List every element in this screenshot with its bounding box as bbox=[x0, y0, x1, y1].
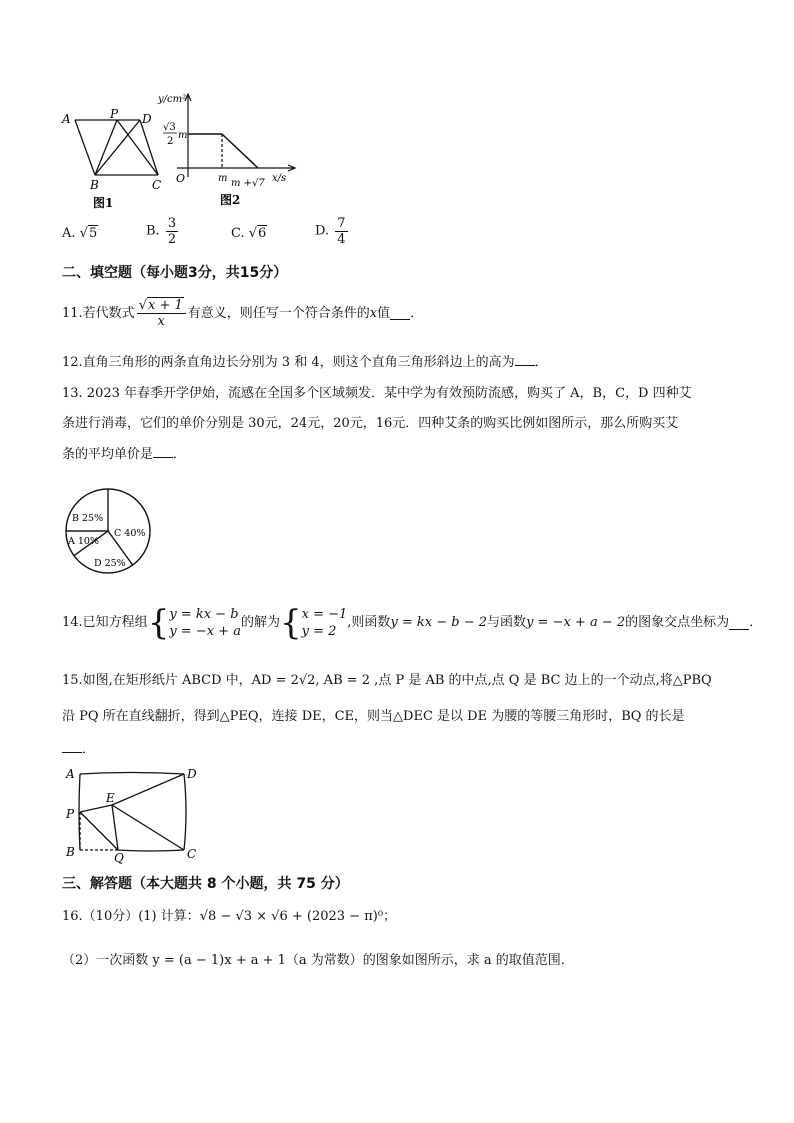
q10-option-b-label: B. bbox=[146, 223, 160, 239]
fig15-label-A: A bbox=[66, 767, 75, 781]
figure-2-graph bbox=[155, 88, 305, 210]
pie-chart bbox=[64, 481, 154, 581]
fig1-caption: 图1 bbox=[93, 196, 114, 210]
q10-option-a-label: A. bbox=[62, 226, 76, 241]
q10-option-d-num: 7 bbox=[337, 216, 346, 231]
fig1-label-D: D bbox=[142, 112, 152, 126]
q11-suffix: 有意义，则任写一个符合条件的 bbox=[187, 305, 370, 321]
fig2-origin: O bbox=[176, 172, 186, 185]
q14-prefix: 14.已知方程组 bbox=[62, 615, 148, 630]
q15-line-1: 15.如图,在矩形纸片 ABCD 中，AD = 2√2, AB = 2 ,点 P 是 AB 的中点,点 Q 是 BC 边上的一个动点,将△PBQ bbox=[62, 673, 712, 688]
q13-line-3-text: 条的平均单价是 bbox=[62, 447, 154, 462]
q13-line-3: 条的平均单价是 ． bbox=[62, 447, 187, 462]
fig15-label-Q: Q bbox=[114, 851, 124, 864]
q13-line-2: 条进行消毒，它们的单价分别是 30元，24元，20元，16元．四种艾条的购买比例如图所示，那么所购买艾 bbox=[62, 416, 679, 431]
pie-slice-c bbox=[108, 489, 150, 565]
fig2-y-tick-m: m bbox=[178, 130, 188, 141]
q14-function-1: y = kx − b − 2 bbox=[390, 615, 488, 630]
section-3-title: 三、解答题（本大题共 8 个小题，共 75 分） bbox=[62, 876, 349, 892]
q10-option-a-value: 5 bbox=[88, 226, 98, 241]
q14-mid2: ,则函数 bbox=[347, 615, 391, 630]
q10-option-c-label: C. bbox=[231, 226, 245, 241]
fig2-y-tick-den: 2 bbox=[167, 136, 174, 147]
q11-answer-blank bbox=[390, 307, 410, 320]
q11-prefix: 11.若代数式 bbox=[62, 305, 135, 321]
fig1-label-B: B bbox=[90, 178, 99, 192]
q14-sol1: x = −1 bbox=[301, 607, 348, 622]
fig2-caption: 图2 bbox=[220, 193, 241, 207]
q15-answer-blank bbox=[62, 740, 82, 753]
question-11: 11.若代数式 $\frac{√x + 1}{x}$ 有意义，则任写一个符合条件的 x 值 ． bbox=[62, 298, 424, 329]
q14-mid: 的解为 bbox=[240, 615, 280, 630]
q12-text: 12.直角三角形的两条直角边长分别为 3 和 4，则这个直角三角形斜边上的高为 bbox=[62, 355, 515, 370]
q16-part-1: 16.（10分）(1) 计算：√8 − √3 × √6 + (2023 − π)⁰； bbox=[62, 909, 397, 924]
q11-suffix2: 值 bbox=[377, 305, 391, 321]
q10-option-c-value: 6 bbox=[258, 226, 267, 241]
q14-function-2: y = −x + a − 2 bbox=[526, 615, 626, 630]
q11-denominator: x bbox=[157, 314, 165, 329]
pie-label-d: D 25% bbox=[94, 558, 126, 569]
q13-answer-blank bbox=[153, 445, 173, 458]
q10-option-d-den: 4 bbox=[337, 232, 346, 247]
q10-option-b-num: 3 bbox=[167, 216, 177, 231]
figure-rectangle-abcd bbox=[60, 762, 210, 864]
question-14: 14.已知方程组 { y = kx − b y = −x + a 的解为 { x = −1 y = 2 ,则函数 y = kx − b − 2 与函数 y = −x + a − 2 的图象交点坐标为 ． bbox=[62, 603, 763, 643]
q14-suffix: 的图象交点坐标为 bbox=[625, 615, 730, 630]
q14-mid3: 与函数 bbox=[487, 615, 527, 630]
fig15-label-C: C bbox=[187, 847, 197, 861]
q10-option-d bbox=[315, 216, 350, 247]
pie-label-a: A 10% bbox=[68, 536, 99, 547]
fig1-label-P: P bbox=[110, 107, 119, 121]
fig15-label-D: D bbox=[187, 767, 197, 781]
q10-option-a: A. √5 bbox=[62, 226, 98, 241]
q12-answer-blank bbox=[515, 353, 535, 366]
q10-option-b bbox=[146, 216, 180, 247]
q15-line-2: 沿 PQ 所在直线翻折，得到△PEQ，连接 DE，CE，则当△DEC 是以 DE 为腰的等腰三角形时，BQ 的长是 bbox=[62, 709, 685, 724]
section-2-title: 二、填空题（每小题3分，共15分） bbox=[62, 265, 288, 281]
fig15-label-P: P bbox=[66, 807, 75, 821]
q11-variable: x bbox=[369, 305, 378, 321]
fig1-label-C: C bbox=[152, 178, 162, 192]
fig1-label-A: A bbox=[62, 112, 71, 126]
q13-line-1: 13. 2023 年春季开学伊始，流感在全国多个区域频发．某中学为有效预防流感，购买了 A，B，C，D 四种艾 bbox=[62, 386, 692, 401]
fig2-y-tick-num: √3 bbox=[163, 122, 176, 133]
fig15-label-E: E bbox=[106, 791, 115, 805]
q14-eq1: y = kx − b bbox=[169, 607, 239, 622]
q10-option-c: C. √6 bbox=[231, 226, 267, 241]
pie-label-c: C 40% bbox=[114, 528, 146, 539]
q11-numerator: x + 1 bbox=[147, 298, 183, 313]
q14-eq2: y = −x + a bbox=[169, 624, 241, 639]
q10-option-d-label: D. bbox=[315, 223, 330, 239]
figure-1-parallelogram bbox=[60, 105, 170, 210]
fig15-label-B: B bbox=[66, 845, 75, 859]
q10-option-b-den: 2 bbox=[167, 232, 177, 247]
q14-sol2: y = 2 bbox=[301, 624, 337, 639]
fig2-x-tick-2: m +√7 bbox=[231, 178, 265, 189]
question-12: 12.直角三角形的两条直角边长分别为 3 和 4，则这个直角三角形斜边上的高为 ． bbox=[62, 355, 548, 370]
fig2-x-tick-1: m bbox=[218, 173, 228, 184]
q15-line-3: ． bbox=[62, 740, 95, 759]
q16-part-2: （2）一次函数 y = (a − 1)x + a + 1（a 为常数）的图象如图所示，求 a 的取值范围. bbox=[62, 953, 565, 968]
fig2-y-axis-label: y/cm² bbox=[158, 94, 187, 105]
q14-answer-blank bbox=[729, 617, 749, 630]
fig2-x-axis-label: x/s bbox=[272, 173, 287, 184]
pie-label-b: B 25% bbox=[72, 513, 104, 524]
